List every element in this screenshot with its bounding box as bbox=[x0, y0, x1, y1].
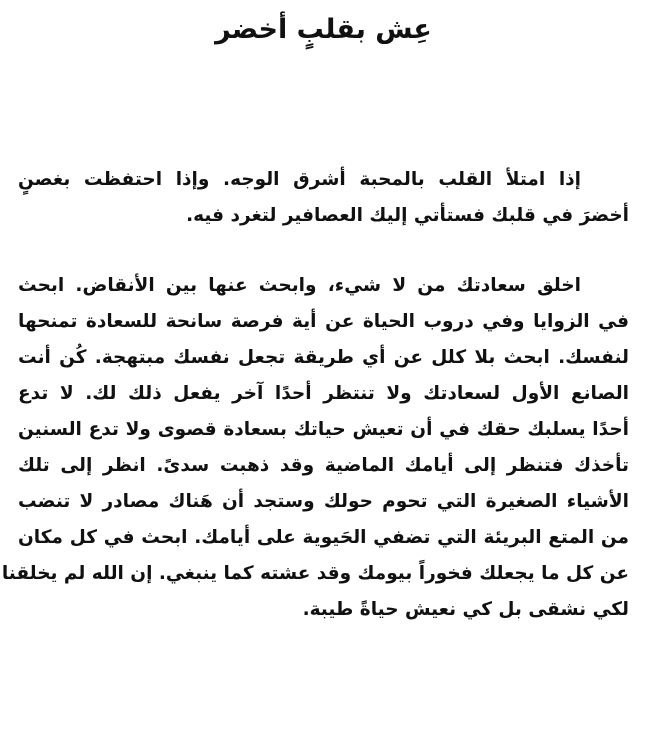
text-line: الصانع الأول لسعادتك ولا تنتظر أحدًا آخر يفعل ذلك لك. لا تدع bbox=[18, 383, 629, 404]
paragraph-2 bbox=[1, 268, 629, 628]
text-line: في الزوايا وفي دروب الحياة عن أية فرصة سانحة للسعادة تمنحها bbox=[18, 311, 629, 332]
page-title: عِش بقلبٍ أخضر bbox=[215, 14, 432, 45]
text-line: الأشياء الصغيرة التي تحوم حولك وستجد أن هَناك مصادر لا تنضب bbox=[18, 491, 629, 512]
paragraph-1 bbox=[18, 162, 629, 234]
text-line: لنفسك. ابحث بلا كلل عن أي طريقة تجعل نفسك مبتهجة. كُن أنت bbox=[18, 347, 629, 368]
text-line: لكي نشقى بل كي نعيش حياةً طيبة. bbox=[302, 599, 629, 620]
text-line: أحدًا يسلبك حقك في أن تعيش حياتك بسعادة قصوى ولا تدع السنين bbox=[18, 419, 629, 440]
text-line: تأخذك فتنظر إلى أيامك الماضية وقد ذهبت سدىً. انظر إلى تلك bbox=[18, 455, 629, 476]
text-line: إذا امتلأ القلب بالمحبة أشرق الوجه. وإذا احتفظت بغصنٍ bbox=[18, 169, 581, 190]
text-line: من المتع البريئة التي تضفي الحَيوية على أيامك. ابحث في كل مكان bbox=[18, 527, 629, 548]
text-line: اخلق سعادتك من لا شيء، وابحث عنها بين الأنقاض. ابحث bbox=[18, 275, 581, 296]
text-line: أخضرَ في قلبك فستأتي إليك العصافير لتغرد فيه. bbox=[186, 205, 629, 226]
text-line: عن كل ما يجعلك فخوراً بيومك وقد عشته كما ينبغي. إن الله لم يخلقنا bbox=[1, 563, 629, 584]
